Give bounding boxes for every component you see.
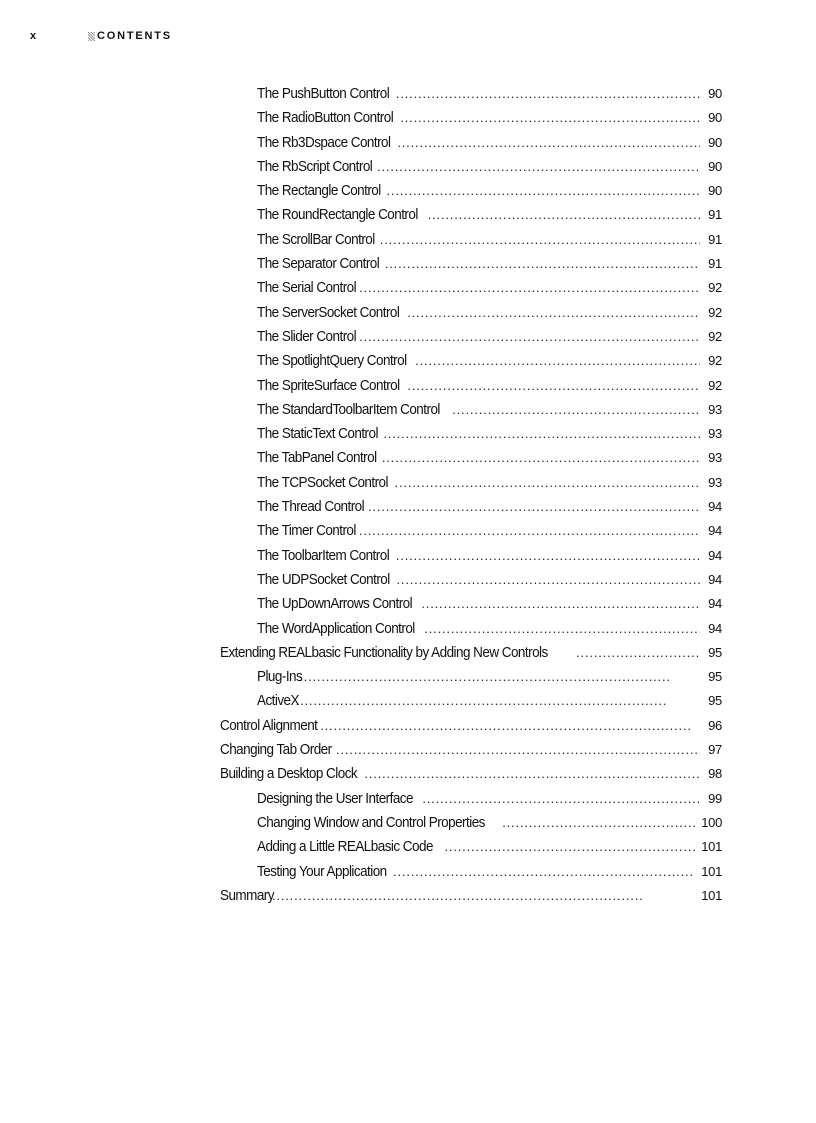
toc-entry-title: The ScrollBar Control xyxy=(257,230,375,248)
toc-entry-title: The UpDownArrows Control xyxy=(257,595,413,613)
toc-entry-title: The RoundRectangle Control xyxy=(257,206,418,224)
toc-dot-leader xyxy=(422,791,700,806)
toc-entry-page-number: 94 xyxy=(708,523,722,539)
toc-subsection-entry xyxy=(220,790,722,814)
toc-entry-page-number: 93 xyxy=(708,450,722,466)
toc-entry-page-number: 92 xyxy=(708,377,722,393)
toc-entry-page-number: 93 xyxy=(708,474,722,490)
toc-entry-page-number: 93 xyxy=(708,426,722,442)
running-header-title: CONTENTS xyxy=(97,30,172,42)
toc-entry-title: The WordApplication Control xyxy=(257,619,415,637)
toc-entry-page-number: 90 xyxy=(708,110,722,126)
toc-dot-leader xyxy=(415,353,700,368)
toc-entry-page-number: 94 xyxy=(708,499,722,515)
toc-section-entry xyxy=(220,741,722,765)
toc-dot-leader xyxy=(336,742,700,757)
toc-subsection-entry xyxy=(220,328,722,352)
toc-section-entry xyxy=(220,644,722,668)
toc-subsection-entry xyxy=(220,571,722,595)
toc-entry-title: The SpriteSurface Control xyxy=(257,376,400,394)
toc-subsection-entry xyxy=(220,85,722,109)
toc-subsection-entry xyxy=(220,401,722,425)
toc-entry-title: The ToolbarItem Control xyxy=(257,546,390,564)
toc-entry-title: The Thread Control xyxy=(257,498,365,516)
toc-entry-page-number: 96 xyxy=(708,717,722,733)
toc-entry-title: Control Alignment xyxy=(220,716,318,734)
toc-entry-page-number: 94 xyxy=(708,620,722,636)
toc-dot-leader xyxy=(397,135,700,150)
toc-entry-title: The Serial Control xyxy=(257,279,357,297)
toc-subsection-entry xyxy=(220,620,722,644)
toc-dot-leader xyxy=(396,548,700,563)
toc-subsection-entry xyxy=(220,863,722,887)
toc-dot-leader xyxy=(444,839,695,854)
toc-entry-title: The ServerSocket Control xyxy=(257,303,400,321)
toc-dot-leader xyxy=(407,305,700,320)
toc-dot-leader xyxy=(364,766,700,781)
page-number: x xyxy=(30,30,37,42)
toc-subsection-entry xyxy=(220,547,722,571)
toc-subsection-entry xyxy=(220,231,722,255)
toc-entry-title: The TabPanel Control xyxy=(257,449,377,467)
toc-entry-page-number: 92 xyxy=(708,328,722,344)
toc-subsection-entry xyxy=(220,474,722,498)
toc-subsection-entry xyxy=(220,595,722,619)
toc-entry-page-number: 90 xyxy=(708,183,722,199)
toc-entry-title: Plug-Ins xyxy=(257,668,303,686)
toc-dot-leader xyxy=(393,864,695,879)
toc-entry-title: Adding a Little REALbasic Code xyxy=(257,838,433,856)
toc-entry-page-number: 94 xyxy=(708,547,722,563)
toc-entry-page-number: 94 xyxy=(708,596,722,612)
toc-dot-leader xyxy=(386,183,700,198)
toc-entry-title: The Separator Control xyxy=(257,255,380,273)
toc-entry-title: The PushButton Control xyxy=(257,85,390,102)
toc-dot-leader xyxy=(421,596,700,611)
toc-entry-page-number: 93 xyxy=(708,401,722,417)
toc-entry-title: The TCPSocket Control xyxy=(257,473,388,491)
toc-dot-leader xyxy=(320,718,700,733)
toc-dot-leader xyxy=(407,378,700,393)
toc-dot-leader xyxy=(396,572,700,587)
toc-entry-page-number: 95 xyxy=(708,669,722,685)
toc-entry-page-number: 92 xyxy=(708,353,722,369)
toc-entry-page-number: 91 xyxy=(708,231,722,247)
toc-subsection-entry xyxy=(220,377,722,401)
toc-subsection-entry xyxy=(220,109,722,133)
toc-dot-leader xyxy=(395,475,700,490)
toc-entry-title: The StaticText Control xyxy=(257,425,378,443)
toc-dot-leader xyxy=(396,86,700,101)
toc-subsection-entry xyxy=(220,838,722,862)
toc-entry-page-number: 98 xyxy=(708,766,722,782)
toc-dot-leader xyxy=(428,207,700,222)
toc-entry-page-number: 100 xyxy=(701,814,722,830)
toc-dot-leader xyxy=(299,669,700,684)
toc-entry-title: The RbScript Control xyxy=(257,157,373,175)
toc-dot-leader xyxy=(359,280,700,295)
toc-entry-page-number: 101 xyxy=(701,887,722,903)
toc-entry-page-number: 90 xyxy=(708,86,722,101)
toc-subsection-entry xyxy=(220,692,722,716)
toc-dot-leader xyxy=(272,888,695,903)
toc-subsection-entry xyxy=(220,498,722,522)
header-ornament-icon xyxy=(88,32,95,41)
toc-entry-page-number: 90 xyxy=(708,134,722,150)
toc-subsection-entry xyxy=(220,352,722,376)
toc-entry-title: ActiveX xyxy=(257,692,299,710)
toc-subsection-entry xyxy=(220,182,722,206)
toc-entry-title: Extending REALbasic Functionality by Adding New Controls xyxy=(220,643,548,661)
toc-subsection-entry xyxy=(220,255,722,279)
toc-dot-leader xyxy=(424,621,700,636)
toc-entry-page-number: 92 xyxy=(708,280,722,296)
toc-entry-page-number: 101 xyxy=(701,839,722,855)
toc-subsection-entry xyxy=(220,522,722,546)
toc-subsection-entry xyxy=(220,668,722,692)
toc-entry-title: The Timer Control xyxy=(257,522,356,540)
toc-entry-title: Building a Desktop Clock xyxy=(220,765,358,783)
toc-entry-title: The UDPSocket Control xyxy=(257,570,390,588)
toc-entry-page-number: 94 xyxy=(708,571,722,587)
toc-entry-title: The StandardToolbarItem Control xyxy=(257,400,440,418)
toc-entry-title: The SpotlightQuery Control xyxy=(257,352,407,370)
toc-subsection-entry xyxy=(220,449,722,473)
toc-entry-page-number: 92 xyxy=(708,304,722,320)
toc-entry-title: Designing the User Interface xyxy=(257,789,413,807)
toc-section-entry xyxy=(220,717,722,741)
toc-dot-leader xyxy=(385,256,700,271)
toc-entry-page-number: 91 xyxy=(708,256,722,272)
toc-entry-page-number: 99 xyxy=(708,790,722,806)
toc-dot-leader xyxy=(368,499,700,514)
toc-entry-title: The Rectangle Control xyxy=(257,182,381,200)
toc-dot-leader xyxy=(380,232,700,247)
running-header xyxy=(30,28,172,44)
toc-entry-title: Changing Window and Control Properties xyxy=(257,813,485,831)
toc-entry-title: Changing Tab Order xyxy=(220,741,332,759)
toc-entry-page-number: 95 xyxy=(708,644,722,660)
toc-entry-page-number: 90 xyxy=(708,158,722,174)
toc-subsection-entry xyxy=(220,304,722,328)
toc-entry-title: Summary xyxy=(220,886,274,904)
toc-entry-title: The Slider Control xyxy=(257,327,357,345)
toc-dot-leader xyxy=(383,426,700,441)
toc-section-entry xyxy=(220,765,722,789)
toc-dot-leader xyxy=(382,450,700,465)
toc-entry-page-number: 101 xyxy=(701,863,722,879)
toc-subsection-entry xyxy=(220,134,722,158)
toc-dot-leader xyxy=(576,645,700,660)
toc-section-entry xyxy=(220,887,722,911)
table-of-contents xyxy=(220,85,722,911)
toc-dot-leader xyxy=(452,402,700,417)
toc-subsection-entry xyxy=(220,158,722,182)
toc-entry-title: The RadioButton Control xyxy=(257,109,394,127)
toc-entry-page-number: 95 xyxy=(708,693,722,709)
toc-subsection-entry xyxy=(220,279,722,303)
toc-entry-title: Testing Your Application xyxy=(257,862,387,880)
toc-dot-leader xyxy=(296,693,700,708)
toc-entry-title: The Rb3Dspace Control xyxy=(257,133,391,151)
toc-dot-leader xyxy=(359,523,700,538)
toc-entry-page-number: 97 xyxy=(708,742,722,758)
toc-entry-page-number: 91 xyxy=(708,207,722,223)
toc-dot-leader xyxy=(400,110,700,125)
toc-subsection-entry xyxy=(220,814,722,838)
toc-subsection-entry xyxy=(220,206,722,230)
toc-dot-leader xyxy=(502,815,695,830)
toc-subsection-entry xyxy=(220,425,722,449)
toc-dot-leader xyxy=(377,159,700,174)
toc-dot-leader xyxy=(359,329,700,344)
